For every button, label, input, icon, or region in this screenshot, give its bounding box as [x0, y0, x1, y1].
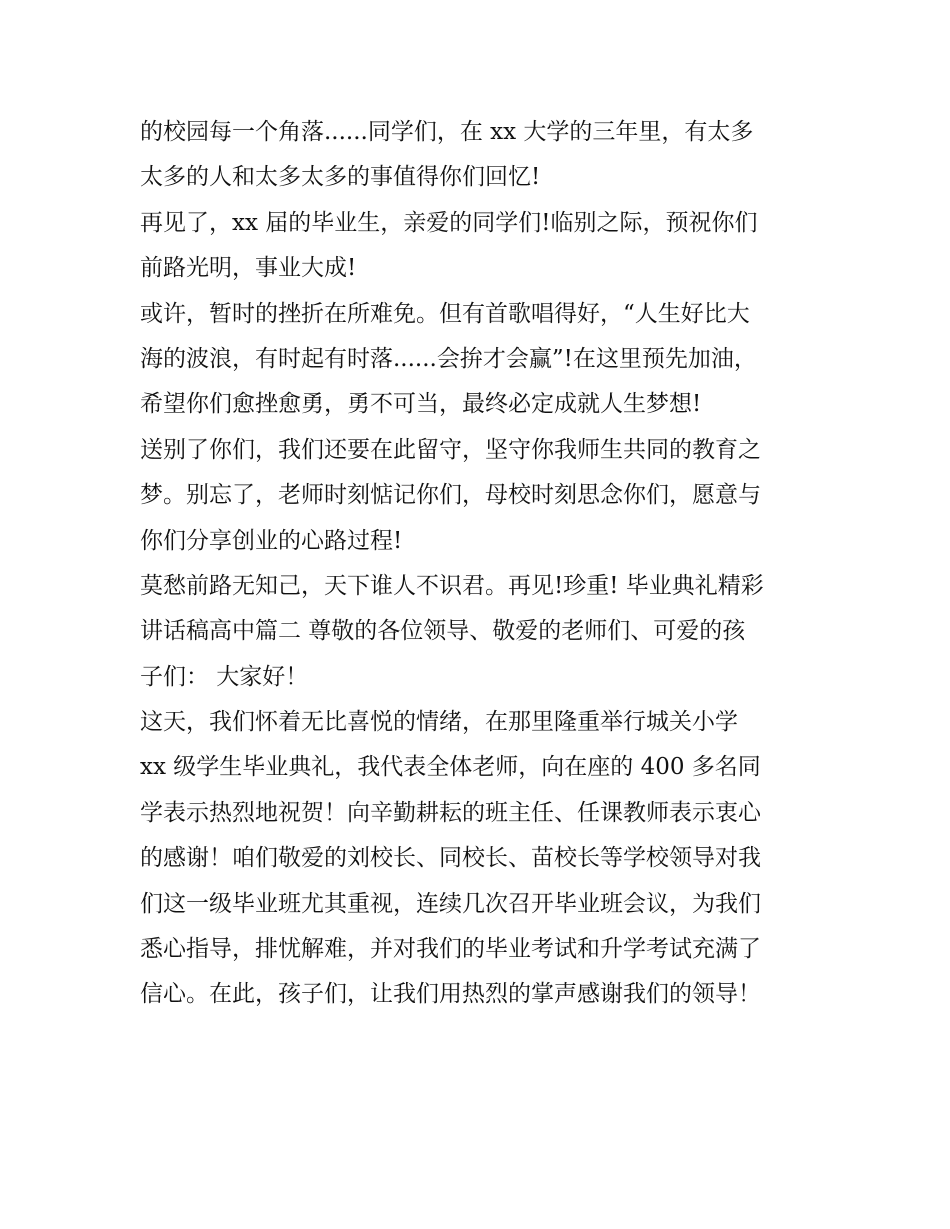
text-line: 悉心指导，排忧解难，并对我们的毕业考试和升学考试充满了: [140, 936, 761, 963]
text-line: 海的波浪，有时起有时落......会拚才会赢”!在这里预先加油，: [140, 345, 757, 372]
text-line: 们这一级毕业班尤其重视，连续几次召开毕业班会议，为我们: [140, 890, 761, 917]
text-line: 讲话稿高中篇二 尊敬的各位领导、敬爱的老师们、可爱的孩: [140, 618, 746, 645]
text-line: 莫愁前路无知己，天下谁人不识君。再见!珍重! 毕业典礼精彩: [140, 572, 764, 599]
text-line: 信心。在此，孩子们，让我们用热烈的掌声感谢我们的领导！: [140, 981, 761, 1008]
text-line: 或许，暂时的挫折在所难免。但有首歌唱得好，“人生好比大: [140, 300, 750, 327]
text-line: 再见了，xx 届的毕业生，亲爱的同学们!临别之际，预祝你们: [140, 209, 758, 236]
text-line: 希望你们愈挫愈勇，勇不可当，最终必定成就人生梦想!: [140, 391, 702, 418]
text-line: xx 级学生毕业典礼，我代表全体老师，向在座的 400 多名同: [140, 754, 761, 781]
text-line: 的感谢！咱们敬爱的刘校长、同校长、苗校长等学校领导对我: [140, 845, 761, 872]
document-body: [140, 110, 820, 1018]
text-line: 的校园每一个角落......同学们，在 xx 大学的三年里，有太多: [140, 119, 754, 145]
text-line: 前路光明，事业大成!: [140, 255, 357, 282]
text-line: 学表示热烈地祝贺！向辛勤耕耘的班主任、任课教师表示衷心: [140, 799, 761, 826]
text-line: 这天，我们怀着无比喜悦的情绪，在那里隆重举行城关小学: [140, 709, 738, 736]
text-line: 送别了你们，我们还要在此留守，坚守你我师生共同的教育之: [140, 436, 761, 463]
text-line: 子们： 大家好！: [140, 663, 309, 690]
text-line: 你们分享创业的心路过程!: [140, 527, 403, 554]
text-line: 梦。别忘了，老师时刻惦记你们，母校时刻思念你们，愿意与: [140, 482, 761, 509]
text-line: 太多的人和太多太多的事值得你们回忆!: [140, 164, 541, 191]
